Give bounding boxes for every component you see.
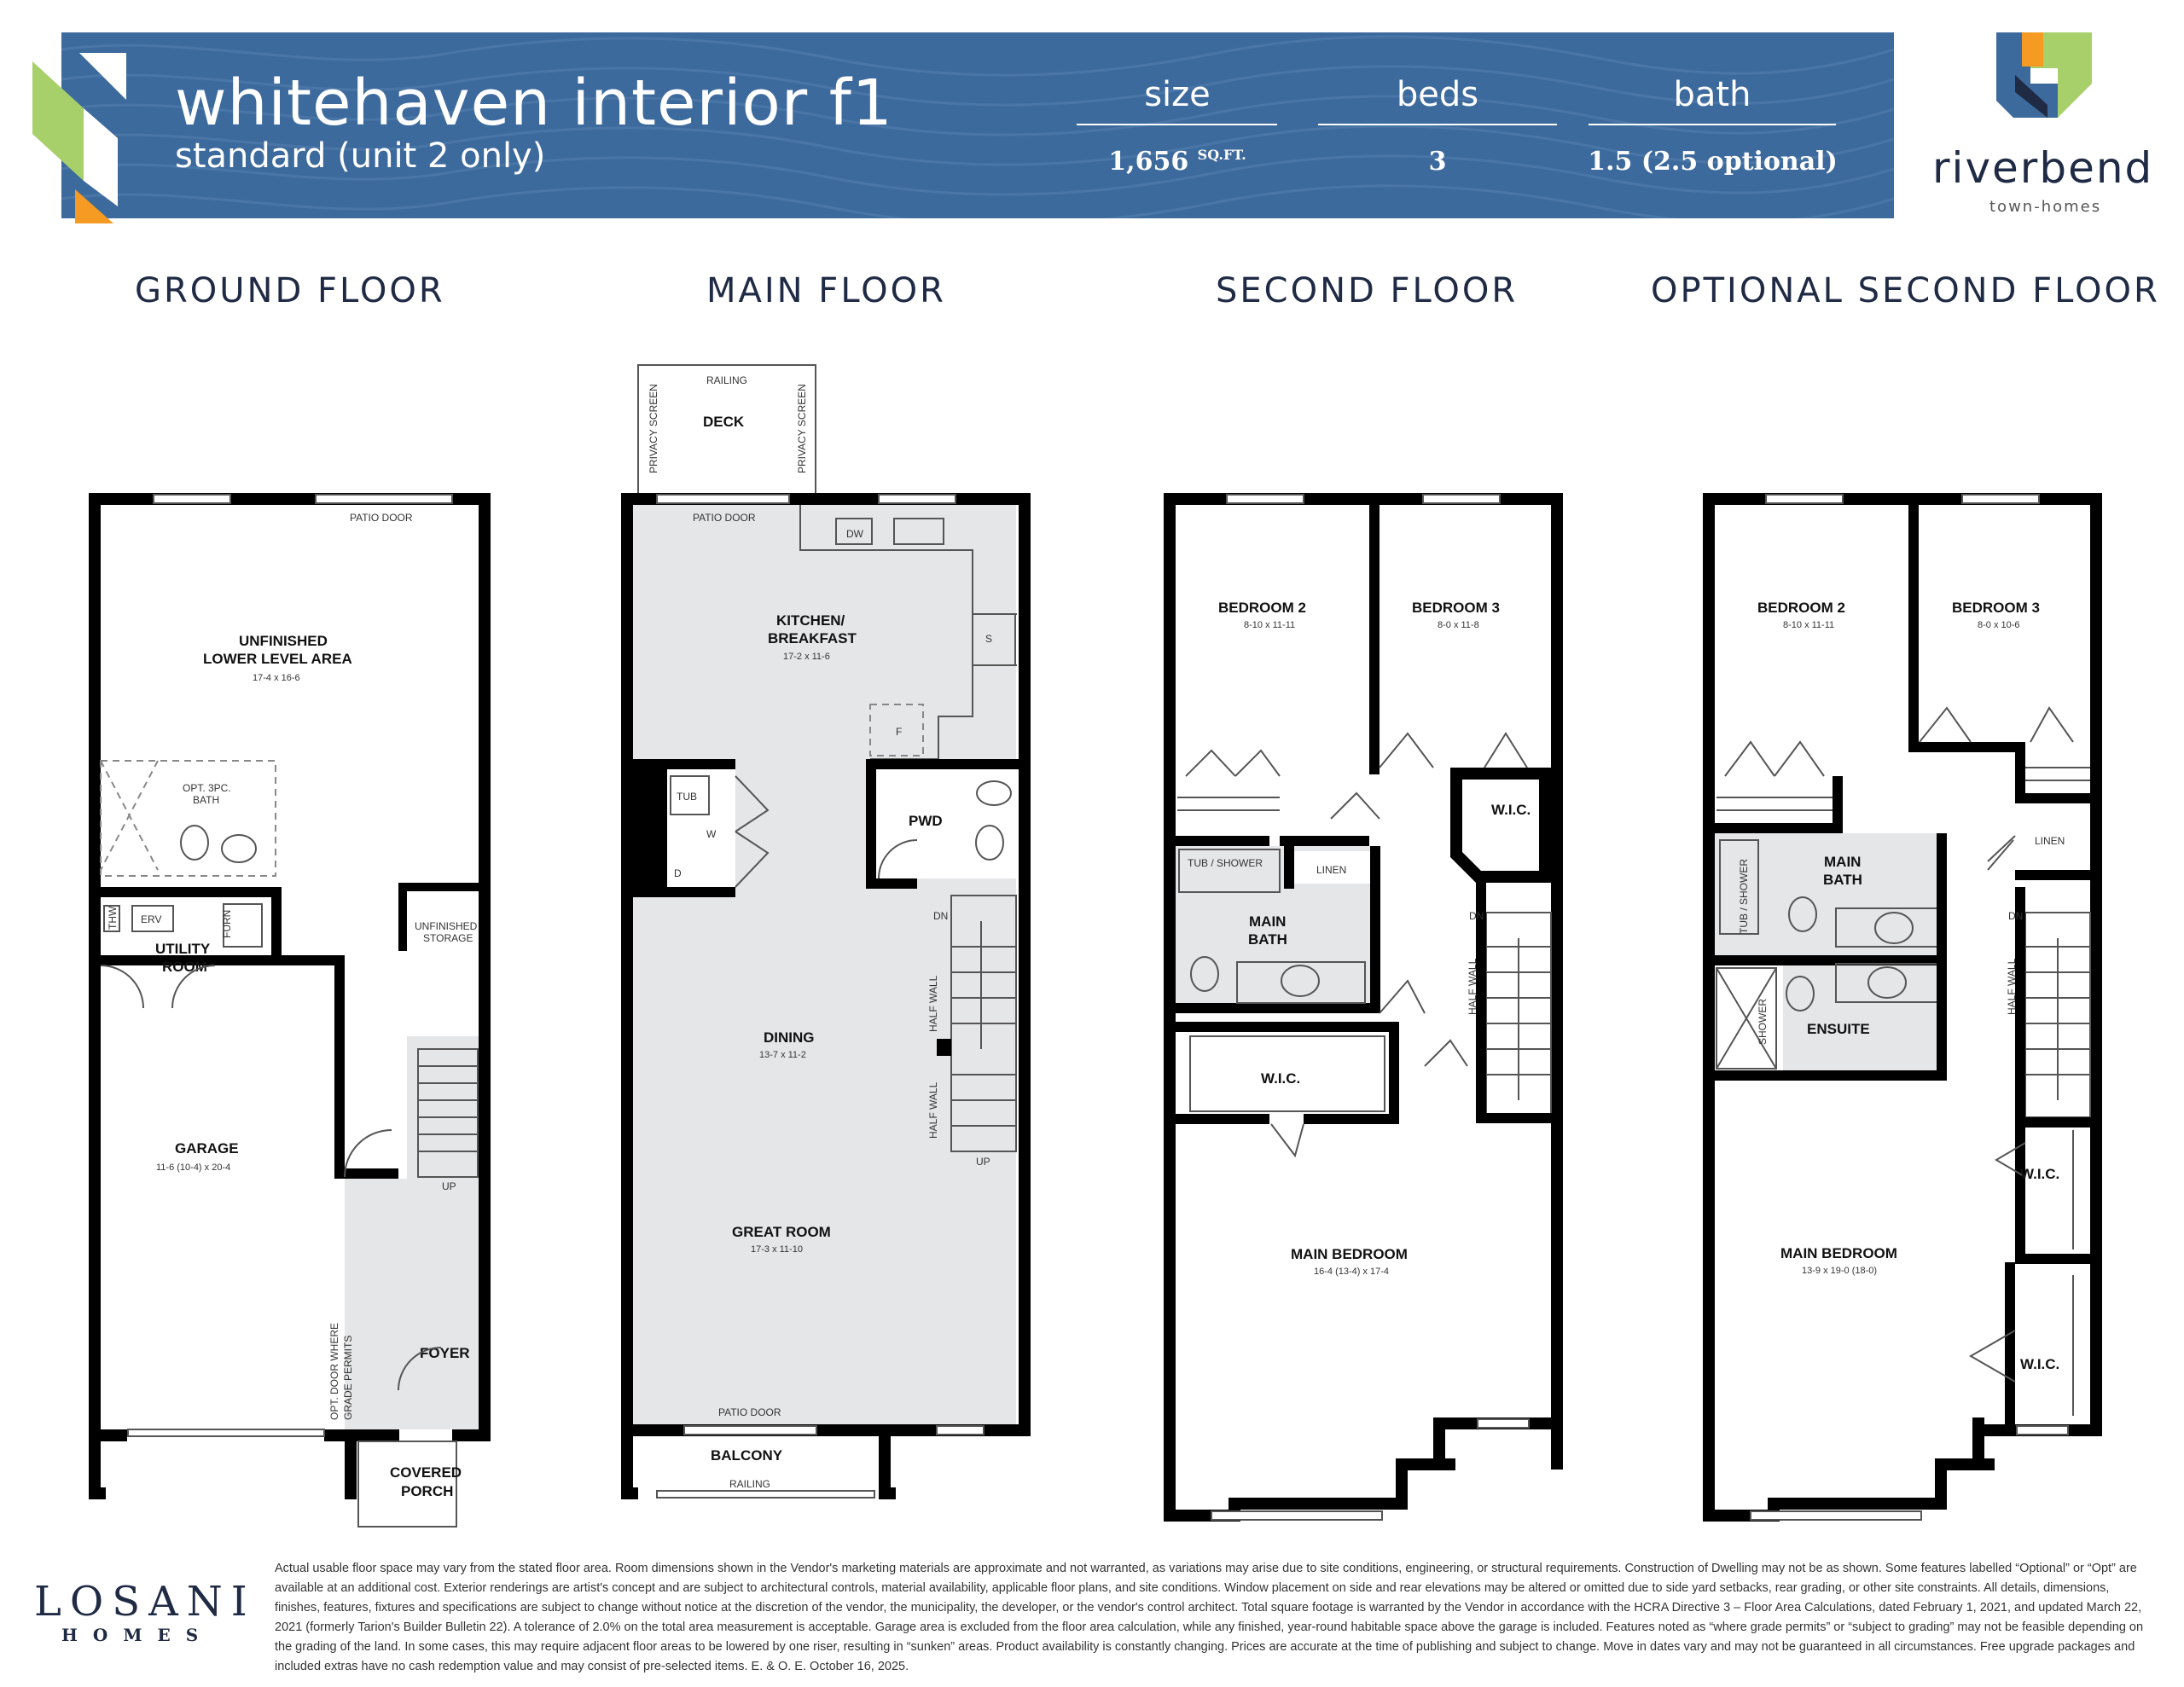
second-floor-title: SECOND FLOOR — [1216, 271, 1519, 310]
sf-bed2-dim: 8-10 x 11-11 — [1244, 620, 1296, 630]
brand-tagline: town-homes — [1989, 198, 2102, 216]
gf-furn-label: FURN — [221, 909, 233, 938]
gf-opt-bath-label-1: OPT. 3PC. — [183, 782, 231, 794]
mf-dw-label: DW — [846, 528, 863, 540]
gf-opt-door-label-1: OPT. DOOR WHERE — [328, 1322, 340, 1420]
builder-logo-name: LOSANI — [34, 1578, 256, 1626]
mf-privacy-left-label: PRIVACY SCREEN — [648, 384, 659, 473]
gf-erv-label: ERV — [141, 913, 162, 925]
of-wic-label: W.I.C. — [2020, 1166, 2060, 1182]
mf-railing2-label: RAILING — [729, 1478, 771, 1490]
second-floor-plan — [1164, 493, 1563, 1522]
of-bed3-dim: 8-0 x 10-6 — [1978, 620, 2020, 630]
optional-second-floor-plan — [1703, 493, 2102, 1522]
sf-half-wall-label: HALF WALL — [1467, 958, 1478, 1015]
gf-lower-label-1: UNFINISHED — [239, 633, 328, 649]
gf-garage-label: GARAGE — [175, 1140, 239, 1157]
of-main-bed-dim: 13-9 x 19-0 (18-0) — [1802, 1266, 1878, 1276]
mf-half-wall-label-1: HALF WALL — [927, 975, 939, 1032]
mf-kitchen-label-1: KITCHEN/ — [776, 612, 845, 629]
disclaimer-text: Actual usable floor space may vary from the stated floor area. Room dimensions shown in the Vendor's marketing materials are approximate and not warranted, as variations may arise due to site conditions, engineering, or structural requirements. Construction of Dwelling may not be as shown. Some features labelled “Optional” or “Opt” are available at an additional cost. Exterior renderings are artist's concept and are subject to architectural controls, material availability, applicable floor plans, and site conditions. Window placement on side and rear elevations may be altered or omitted due to side yard setbacks, rear grading, or other site constraints. All details, dimensions, finishes, features, fixtures and specifications are subject to change without notice at the discretion of the vendor, the municipality, the developer, or the vendor's control architect. Total square footage is warranted by the Vendor in accordance with the HCRA Directive 3 – Floor Area Calculations, dated February 1, 2021, and updated March 22, 2021 (formerly Tarion's Builder Bulletin 22). A tolerance of 2.0% on the total area measurement is acceptable. Garage area is excluded from the floor area calculation, while any finished, year-round habitable space above the garage is included. Features noted as “where grade permits” or “subject to grading” may not be feasible depending on the grading of the land. In some cases, this may require adjacent floor areas to be lowered by one riser, resulting in “sunken” areas. Product availability is constantly changing. Prices are accurate at the time of publishing and subject to change. Move in dates vary and may not be guaranteed in all circumstances. Free upgrade packages and included extras have no cash redemption value and may consist of pre-selected items. E. & O. E. October 16, 2025. — [275, 1562, 2144, 1673]
mf-kitchen-dim: 17-2 x 11-6 — [783, 652, 830, 662]
mf-half-wall-label-2: HALF WALL — [927, 1081, 939, 1139]
size-number: 1,656 — [1108, 147, 1189, 177]
sf-linen-label: LINEN — [1316, 864, 1347, 876]
gf-utility-label-1: UTILITY — [155, 941, 211, 957]
gf-storage-label-2: STORAGE — [423, 932, 473, 944]
of-bed3-label: BEDROOM 3 — [1952, 600, 2040, 616]
ground-floor-plan — [89, 493, 491, 1527]
bath-value: 1.5 (2.5 optional) — [1588, 147, 1838, 177]
bath-label: bath — [1673, 75, 1751, 114]
gf-thw-label: THW — [107, 906, 119, 930]
gf-foyer-label: FOYER — [420, 1345, 470, 1361]
gf-garage-dim: 11-6 (10-4) x 20-4 — [156, 1162, 231, 1173]
ground-floor-title: GROUND FLOOR — [135, 271, 445, 310]
sf-wic2-label: W.I.C. — [1261, 1070, 1301, 1087]
main-floor-plan — [621, 365, 1031, 1499]
mf-dining-dim: 13-7 x 11-2 — [759, 1050, 806, 1060]
main-floor-title: MAIN FLOOR — [706, 271, 946, 310]
gf-storage-label-1: UNFINISHED — [415, 920, 478, 932]
mf-w-label: W — [706, 828, 717, 840]
plan-title: whitehaven interior f1 — [175, 67, 893, 140]
sf-main-bath-label-2: BATH — [1248, 931, 1287, 948]
mf-patio-door2-label: PATIO DOOR — [718, 1406, 781, 1418]
sf-wic-label: W.I.C. — [1491, 802, 1531, 818]
sf-main-bath-label-1: MAIN — [1249, 913, 1287, 930]
gf-lower-dim: 17-4 x 16-6 — [253, 673, 300, 683]
mf-great-room-label: GREAT ROOM — [732, 1224, 831, 1240]
gf-porch-label-2: PORCH — [401, 1483, 454, 1499]
of-bed2-label: BEDROOM 2 — [1757, 600, 1845, 616]
of-wic2-label: W.I.C. — [2020, 1356, 2060, 1372]
gf-up-label: UP — [442, 1180, 456, 1192]
mf-privacy-right-label: PRIVACY SCREEN — [796, 384, 808, 473]
of-main-bath-label-2: BATH — [1823, 872, 1862, 888]
of-ensuite-label: ENSUITE — [1807, 1021, 1870, 1037]
optional-second-floor-title: OPTIONAL SECOND FLOOR — [1651, 271, 2160, 310]
mf-pwd-label: PWD — [909, 813, 943, 829]
gf-opt-bath-label-2: BATH — [193, 794, 220, 806]
mf-railing-label: RAILING — [706, 374, 748, 386]
of-tub-shower-label: TUB / SHOWER — [1738, 858, 1750, 934]
sf-bed3-label: BEDROOM 3 — [1412, 600, 1500, 616]
gf-patio-door-label: PATIO DOOR — [350, 512, 413, 524]
mf-dn-label: DN — [933, 910, 949, 922]
plan-subtitle: standard (unit 2 only) — [175, 136, 546, 176]
sf-main-bed-dim: 16-4 (13-4) x 17-4 — [1314, 1267, 1390, 1277]
mf-s-label: S — [985, 633, 993, 645]
mf-patio-door-label: PATIO DOOR — [693, 512, 756, 524]
gf-lower-label-2: LOWER LEVEL AREA — [203, 651, 352, 667]
mf-kitchen-label-2: BREAKFAST — [768, 630, 857, 646]
mf-great-room-dim: 17-3 x 11-10 — [751, 1244, 803, 1255]
mf-tub-label: TUB — [677, 791, 697, 803]
mf-deck-label: DECK — [703, 414, 745, 430]
sf-dn-label: DN — [1469, 910, 1484, 922]
beds-value: 3 — [1428, 147, 1447, 177]
of-bed2-dim: 8-10 x 11-11 — [1783, 620, 1835, 630]
mf-d-label: D — [674, 867, 682, 879]
of-dn-label: DN — [2008, 910, 2024, 922]
brand-name: riverbend — [1932, 143, 2154, 193]
size-unit: SQ.FT. — [1197, 147, 1246, 163]
of-linen-label: LINEN — [2035, 835, 2065, 847]
gf-utility-label-2: ROOM — [162, 959, 207, 975]
of-half-wall-label: HALF WALL — [2006, 958, 2018, 1015]
of-main-bed-label: MAIN BEDROOM — [1780, 1245, 1897, 1261]
size-label: size — [1144, 75, 1211, 114]
of-main-bath-label-1: MAIN — [1824, 854, 1862, 870]
gf-porch-label-1: COVERED — [390, 1464, 462, 1481]
sf-main-bed-label: MAIN BEDROOM — [1291, 1246, 1408, 1262]
sf-tub-shower-label: TUB / SHOWER — [1188, 857, 1263, 869]
beds-label: beds — [1396, 75, 1479, 114]
mf-balcony-label: BALCONY — [711, 1447, 783, 1464]
gf-opt-door-label-2: GRADE PERMITS — [342, 1335, 354, 1420]
of-shower-label: SHOWER — [1757, 999, 1769, 1045]
sf-bed2-label: BEDROOM 2 — [1218, 600, 1306, 616]
sf-bed3-dim: 8-0 x 11-8 — [1438, 620, 1479, 630]
mf-dining-label: DINING — [764, 1029, 815, 1046]
builder-logo-sub: HOMES — [61, 1625, 214, 1645]
mf-up-label: UP — [976, 1156, 990, 1168]
mf-f-label: F — [896, 726, 903, 738]
